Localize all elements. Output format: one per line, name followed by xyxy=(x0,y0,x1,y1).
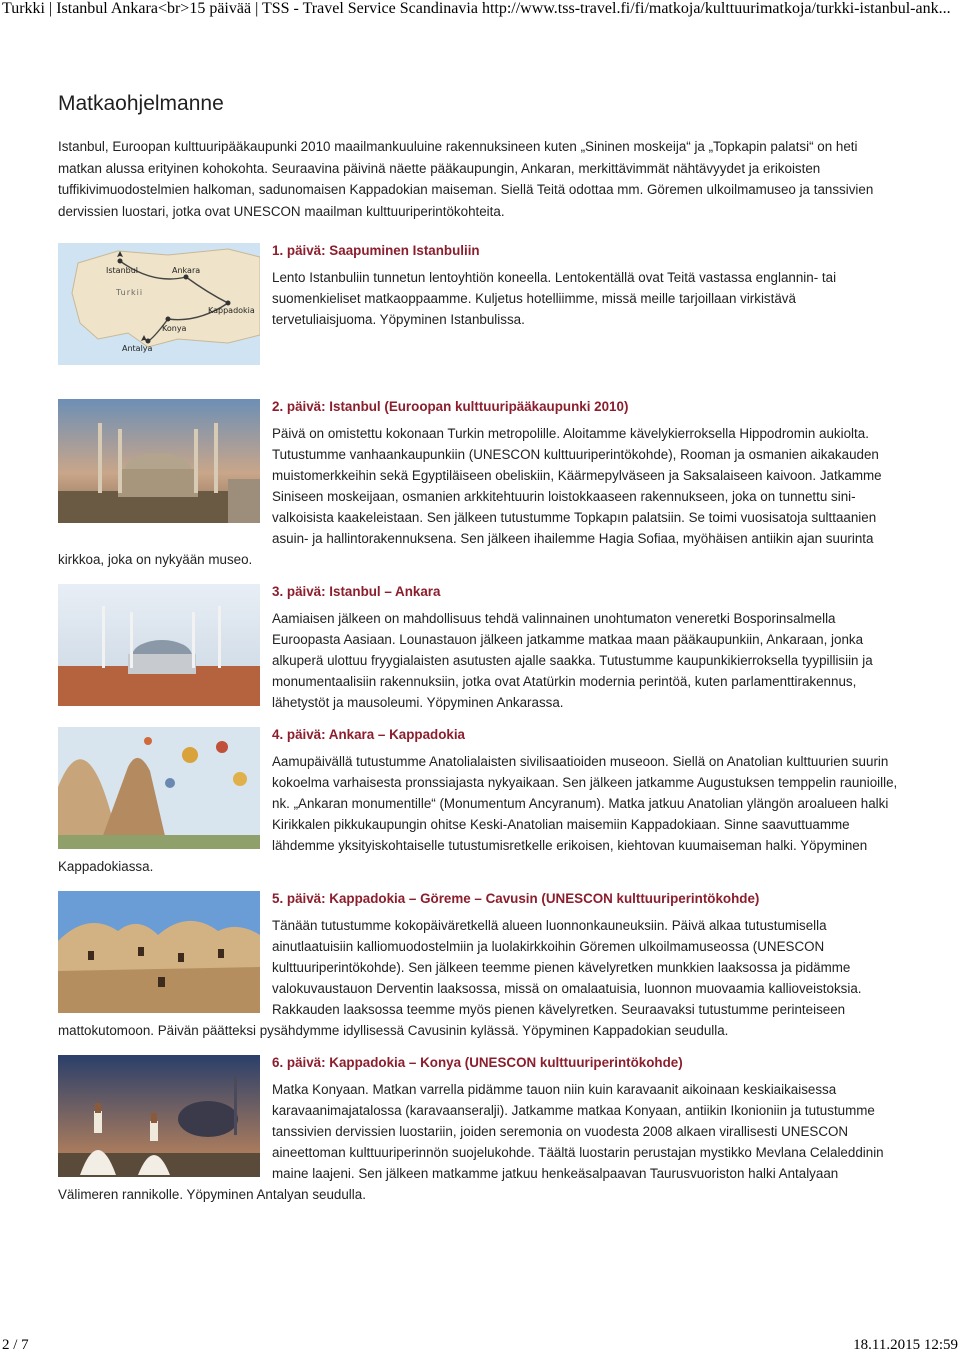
day-title: 4. päivä: Ankara – Kappadokia xyxy=(272,727,466,742)
map-label: Konya xyxy=(162,324,187,333)
map-label: Ankara xyxy=(172,266,201,275)
print-footer xyxy=(2,1337,958,1354)
print-header: Turkki | Istanbul Ankara<br>15 päivää | TSS - Travel Service Scandinavia http://www.tss-travel.fi/fi/matkoja/kulttuurimatkoja/turkki-istanbul-ank... xyxy=(2,0,951,17)
day-section xyxy=(58,725,898,877)
day-section xyxy=(58,889,898,1041)
day-title: 3. päivä: Istanbul – Ankara xyxy=(272,584,441,599)
map-label: Turkii xyxy=(116,288,144,297)
day-text: Päivä on omistettu kokonaan Turkin metropolille. Aloitamme kävelykierroksella Hippodromin aukiolta. Tutustumme vanhaankaupunkiin (UNESCON kulttuuriperintökohde), Rooman ja osmanien aikakauden muistomerkkeihin sekä Egyptiläiseen obeliskiin, Käärmepylväseen ja Saksalaiseen kaivoon. Jatkamme Siniseen moskeijaan, osmanien arkkitehtuurin loistokkaaseen rakennukseen, joka on tunnettu sini-valkoisista kaakeleistaan. Sen jälkeen tutustumme Topkapın palatsiin. Se toimi vuosisatoja sulttaanien asuin- ja hallintorakennuksena. Sen jälkeen ihailemme Hagia Sofiaa, myöhäisen antiikin ajan suurinta kirkkoa, joka on nykyään museo. xyxy=(58,426,882,567)
print-date: 18.11.2015 12:59 xyxy=(853,1337,958,1353)
day-section xyxy=(58,241,898,371)
day-title: 1. päivä: Saapuminen Istanbuliin xyxy=(272,243,480,258)
day-text: Tänään tutustumme kokopäiväretkellä alueen luonnonkauneuksiin. Päivä alkaa tutustumisella ainutlaatuisiin kalliomuodostelmiin ja luolakirkkoihin Göremen ulkoilmamuseossa (UNESCON kulttuuriperintökohde). Sen jälkeen teemme pienen kävelyretken munkkien laaksossa ja pidämme valokuvaustauon Derventin laaksossa, missä on omalaatuisia, luonnon muovaamia kallioveistoksia. Rakkauden laaksossa teemme myös pienen kävelyretken. Seuraavaksi tutustumme perinteiseen mattokutomoon. Päivän päätteksi pysähdymme idyllisessä Cavusinin kylässä. Yöpyminen Kappadokian seudulla. xyxy=(58,918,862,1038)
intro-paragraph: Istanbul, Euroopan kulttuuripääkaupunki 2010 maailmankuuluine rakennuksineen kuten „Sininen moskeija“ ja „Topkapin palatsi“ on heti matkan alussa erityinen kohokohta. Seuraavina päivinä näette pääkaupungin, Ankaran, merkittävimmät nähtävyydet ja erikoisten tuffikivimuodostelmien halkoman, sadunomaisen Kappadokian maiseman. Siellä Teitä odottaa mm. Göremen ulkoilmamuseo ja tanssivien dervissien luostari, jotka ovat UNESCON maailman kulttuuriperintökohteita. xyxy=(58,139,874,219)
map-label: Kappadokia xyxy=(208,306,255,315)
whirling-dervishes-photo xyxy=(58,1055,260,1177)
cappadocia-balloons-photo xyxy=(58,727,260,849)
day-section xyxy=(58,1053,898,1205)
day-text: Aamupäivällä tutustumme Anatolialaisten sivilisaatioiden museoon. Siellä on Anatolian kulttuurien suurin kokoelma varhaisesta pronssiajasta nykyaikaan. Sen jälkeen jatkamme Augustuksen temppelin raunioille, nk. „Ankaran monumentille“ (Monumentum Ancyranum). Matka jatkuu Anatolian ylängön aroalueen halki Kirikkalen pikkukaupungin ohitse Keski-Anatolian maisemiin Kappadokiaan. Sinne saavuttuamme lähdemme yksityiskohtaiselle tutustumisretkelle erikoisen, kiehtovan kuumaiseman halki. Yöpyminen Kappadokiassa. xyxy=(58,754,898,874)
day-title: 6. päivä: Kappadokia – Konya (UNESCON kulttuuriperintökohde) xyxy=(272,1055,683,1070)
goreme-rocks-photo xyxy=(58,891,260,1013)
day-text: Aamiaisen jälkeen on mahdollisuus tehdä valinnainen unohtumaton veneretki Bosporinsalmella Euroopasta Aasiaan. Lounastauon jälkeen jatkamme matkaa maan pääkaupunkiin, Ankaraan, jonka alkuperä ulottuu fryygialaisten asutusten ajalle saakka. Tutustumme kaupunkikierroksella tyypillisiin ja monumentaalisiin rakennuksiin, jotka ovat Atatürkin modernia perintöä, kuten parlamenttirakennus, lähetystöt ja mausoleumi. Yöpyminen Ankarassa. xyxy=(272,611,873,710)
day-text: Lento Istanbuliin tunnetun lentoyhtiön koneella. Lentokentällä ovat Teitä vastassa englannin- tai suomenkieliset matkaoppaamme. Kuljetus hotelliimme, missä meille tarjoillaan virkistävä tervetuliaisjuoma. Yöpyminen Istanbulissa. xyxy=(272,270,837,327)
day-section xyxy=(58,397,898,570)
ankara-mosque-photo xyxy=(58,584,260,706)
route-map-image xyxy=(58,243,260,365)
day-section xyxy=(58,582,898,713)
map-label: Antalya xyxy=(122,344,153,353)
page-content xyxy=(58,90,898,1217)
map-label: Istanbul xyxy=(106,266,139,275)
page-number: 2 / 7 xyxy=(2,1337,29,1353)
day-title: 5. päivä: Kappadokia – Göreme – Cavusin (UNESCON kulttuuriperintökohde) xyxy=(272,891,760,906)
day-text: Matka Konyaan. Matkan varrella pidämme tauon niin kuin karavaanit aikoinaan keskiaikaisessa karavaanimajatalossa (karavaanseralji). Jatkamme matkaa Konyaan, antiikin Ikonioniin ja tutustumme tanssivien dervissien luostariin, joiden seremonia on vuodesta 2008 alkaen virallisesti UNESCON aineettoman kulttuuriperinnön suojelukohde. Täältä luostarin perustajan mystikko Mevlana Celaleddinin maine laajeni. Sen jälkeen matkamme jatkuu henkeäsalpaavan Taurusvuoriston halki Antalyaan Välimeren rannikolle. Yöpyminen Antalyan seudulla. xyxy=(58,1082,884,1202)
blue-mosque-photo xyxy=(58,399,260,523)
page-title: Matkaohjelmanne xyxy=(58,92,224,115)
day-title: 2. päivä: Istanbul (Euroopan kulttuuripääkaupunki 2010) xyxy=(272,399,629,414)
